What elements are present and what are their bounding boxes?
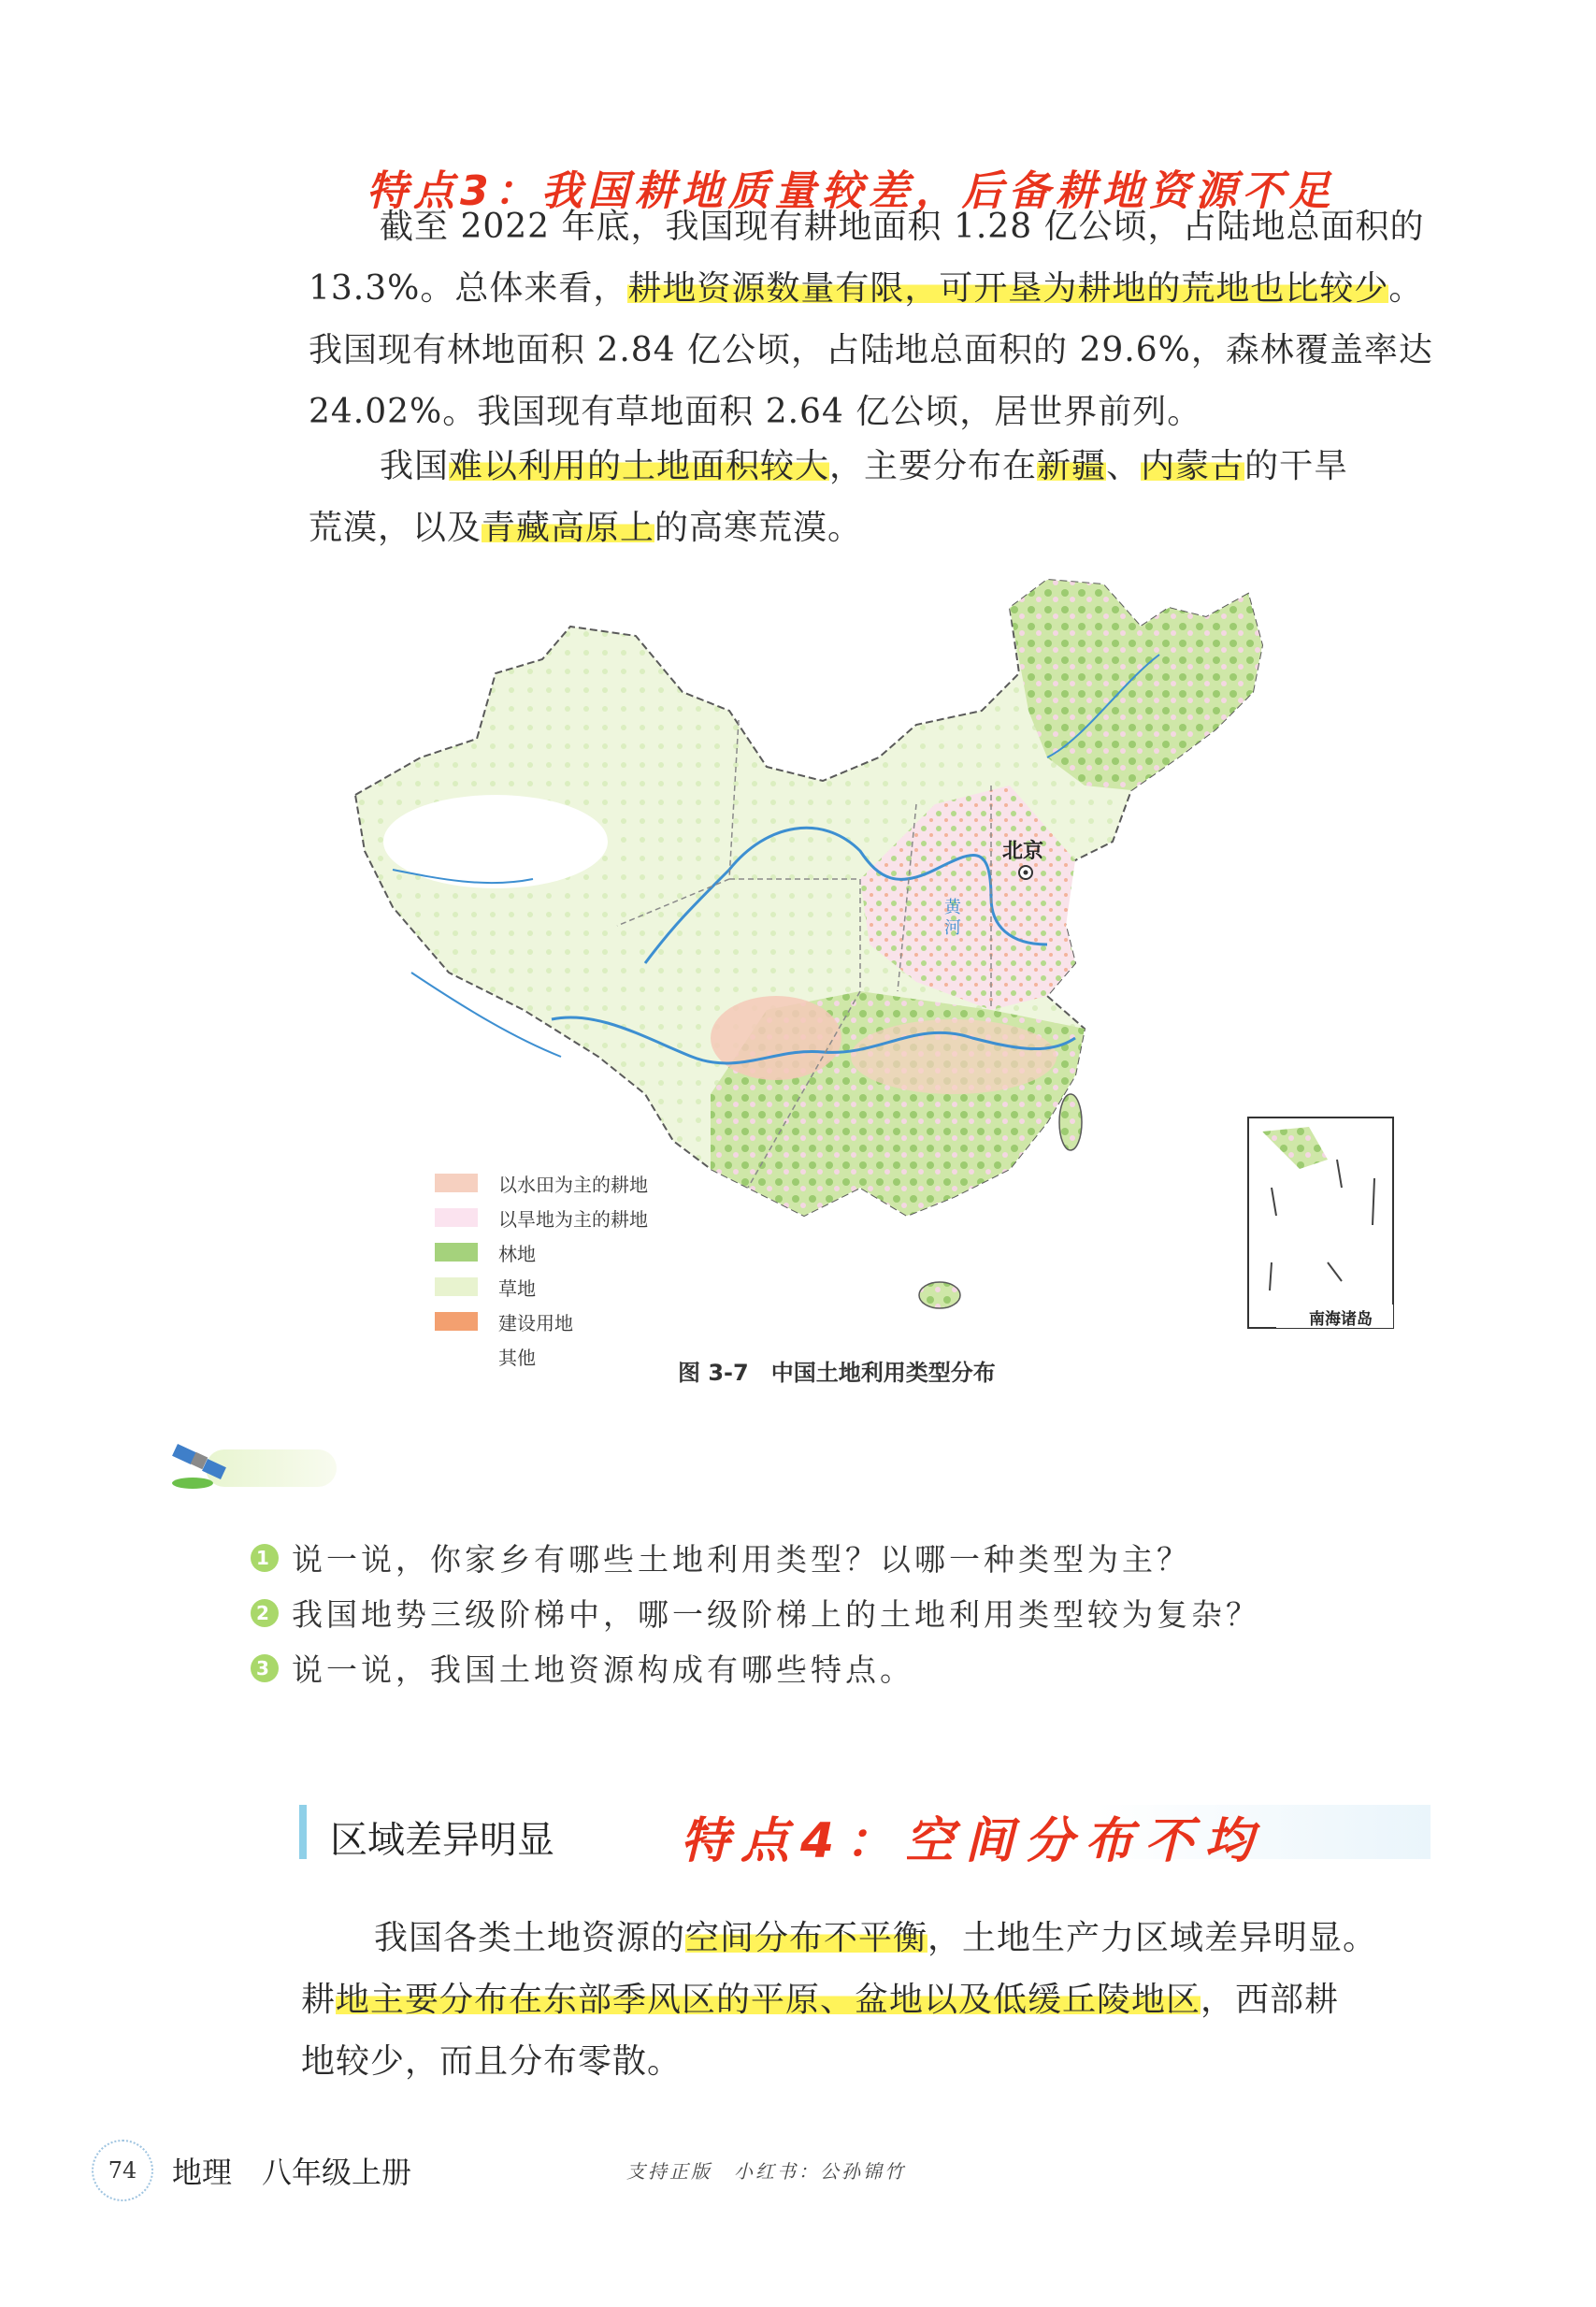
satellite-icon [168,1445,332,1492]
activity-question [251,1536,1191,1579]
para2-line1: 我国难以利用的土地面积较大，主要分布在新疆、内蒙古的干旱 [380,447,1349,485]
question-text: 说一说，我国土地资源构成有哪些特点。 [292,1651,914,1688]
activity-question [251,1646,914,1690]
legend-swatch [435,1243,478,1262]
map-legend [435,1169,715,1375]
para1-line3: 我国现有林地面积 2.84 亿公顷，占陆地总面积的 29.6%，森林覆盖率达 [309,331,1433,369]
section-title: 区域差异明显 [330,1819,554,1862]
legend-label: 以旱地为主的耕地 [498,1207,648,1231]
question-number-icon: 2 [251,1599,279,1627]
figure-caption: 图 3-7 中国土地利用类型分布 [678,1360,996,1386]
legend-label: 建设用地 [498,1311,573,1334]
paragraph-arable-land [309,196,1433,443]
legend-swatch [435,1312,478,1331]
para1-line1: 截至 2022 年底，我国现有耕地面积 1.28 亿公顷，占陆地总面积的 [380,208,1425,246]
para2-line2: 荒漠，以及青藏高原上的高寒荒漠。 [309,509,863,547]
legend-item [435,1342,536,1370]
legend-item [435,1307,573,1335]
legend-item [435,1169,648,1197]
legend-label: 草地 [498,1276,536,1300]
book-title: 地理 八年级上册 [172,2155,412,2190]
legend-item [435,1204,648,1232]
feature-4-heading: 特点4：空间分布不均 [681,1813,1265,1869]
highlight-limited-arable: 耕地资源数量有限，可开垦为耕地的荒地也比较少 [627,269,1389,308]
activity-question [251,1591,1260,1635]
paragraph-unusable-land [309,436,1348,559]
legend-swatch [435,1174,478,1192]
para1-line2: 13.3%。总体来看，耕地资源数量有限，可开垦为耕地的荒地也比较少。 [309,269,1424,308]
inset-label: 南海诸岛 [1309,1310,1373,1329]
feature-3-heading: 特点3：我国耕地质量较差，后备耕地资源不足 [367,167,1336,215]
legend-label: 其他 [498,1346,536,1369]
para3-line2: 耕地主要分布在东部季风区的平原、盆地以及低缓丘陵地区，西部耕 [301,1981,1340,2019]
question-text: 说一说，你家乡有哪些土地利用类型？以哪一种类型为主？ [292,1541,1191,1578]
section-bar [299,1805,307,1859]
para1-line4: 24.02%。我国现有草地面积 2.64 亿公顷，居世界前列。 [309,393,1202,431]
legend-label: 林地 [498,1242,536,1265]
legend-swatch [435,1347,478,1365]
river-label: 黄河 [944,898,961,938]
legend-swatch [435,1277,478,1296]
beijing-label: 北京 [1002,840,1044,863]
land-use-map [337,570,1402,1386]
question-number-icon: 3 [251,1654,279,1682]
question-number-icon: 1 [251,1544,279,1572]
legend-label: 以水田为主的耕地 [498,1173,648,1196]
watermark: 支持正版 小红书：公孙锦竹 [626,2160,906,2183]
paragraph-regional-differences [301,1908,1377,2093]
para3-line3: 地较少，而且分布零散。 [301,2042,683,2081]
para3-line1: 我国各类土地资源的空间分布不平衡，土地生产力区域差异明显。 [374,1919,1378,1957]
legend-item [435,1238,536,1266]
legend-item [435,1273,536,1301]
page-number: 74 [108,2157,137,2184]
question-text: 我国地势三级阶梯中，哪一级阶梯上的土地利用类型较为复杂？ [292,1596,1260,1633]
page-number-badge [92,2140,153,2201]
legend-swatch [435,1208,478,1227]
